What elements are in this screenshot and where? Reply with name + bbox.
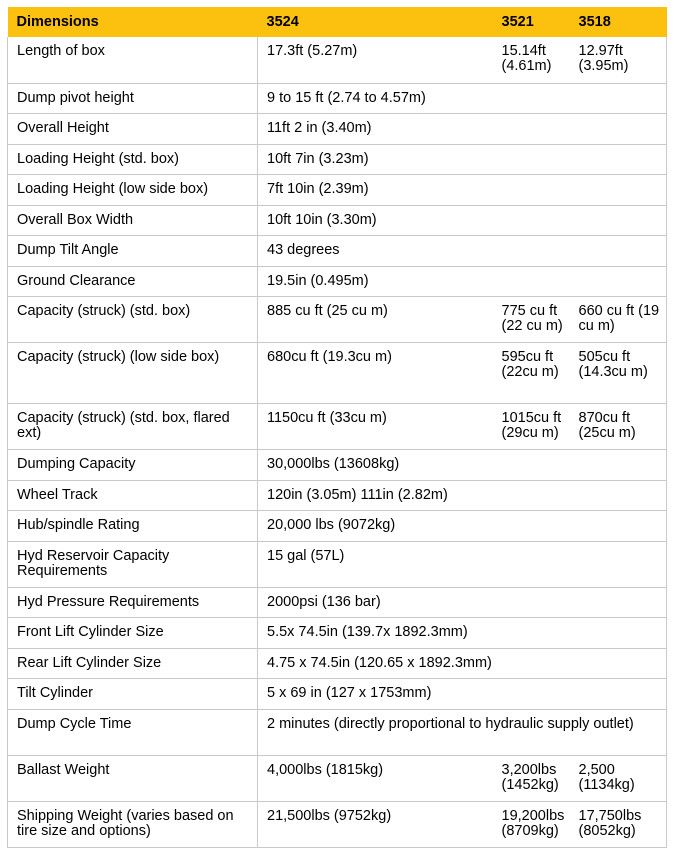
table-body bbox=[8, 37, 667, 847]
row-label: Capacity (struck) (low side box) bbox=[8, 342, 258, 403]
table-row bbox=[8, 37, 667, 83]
value-3524: 15 gal (57L) bbox=[258, 541, 667, 587]
value-3524: 17.3ft (5.27m) bbox=[258, 37, 495, 83]
value-3524: 2 minutes (directly proportional to hydraulic supply outlet) bbox=[258, 709, 667, 755]
value-3524: 4.75 x 74.5in (120.65 x 1892.3mm) bbox=[258, 648, 667, 678]
row-label: Overall Height bbox=[8, 113, 258, 144]
row-label: Rear Lift Cylinder Size bbox=[8, 648, 258, 678]
table-row bbox=[8, 709, 667, 755]
row-label: Hub/spindle Rating bbox=[8, 510, 258, 541]
value-3524: 20,000 lbs (9072kg) bbox=[258, 510, 667, 541]
row-label: Loading Height (std. box) bbox=[8, 144, 258, 174]
row-label: Ground Clearance bbox=[8, 266, 258, 296]
value-3518: 870cu ft (25cu m) bbox=[579, 403, 667, 449]
header-dimensions: Dimensions bbox=[8, 7, 258, 37]
row-label: Dump Cycle Time bbox=[8, 709, 258, 755]
value-3521: 1015cu ft (29cu m) bbox=[495, 403, 579, 449]
table-row bbox=[8, 480, 667, 510]
value-3524: 10ft 10in (3.30m) bbox=[258, 205, 667, 235]
table-row bbox=[8, 617, 667, 648]
table-row bbox=[8, 342, 667, 403]
value-3518: 12.97ft (3.95m) bbox=[579, 37, 667, 83]
dimensions-table bbox=[7, 7, 667, 848]
value-3518: 17,750lbs (8052kg) bbox=[579, 801, 667, 847]
value-3524: 4,000lbs (1815kg) bbox=[258, 755, 495, 801]
table-row bbox=[8, 541, 667, 587]
value-3524: 5.5x 74.5in (139.7x 1892.3mm) bbox=[258, 617, 667, 648]
table-row bbox=[8, 801, 667, 847]
table-row bbox=[8, 113, 667, 144]
table-row bbox=[8, 755, 667, 801]
value-3524: 11ft 2 in (3.40m) bbox=[258, 113, 667, 144]
value-3521: 19,200lbs (8709kg) bbox=[495, 801, 579, 847]
table-row bbox=[8, 296, 667, 342]
table-row bbox=[8, 235, 667, 266]
row-label: Tilt Cylinder bbox=[8, 678, 258, 709]
row-label: Hyd Reservoir Capacity Requirements bbox=[8, 541, 258, 587]
value-3521: 775 cu ft (22 cu m) bbox=[495, 296, 579, 342]
table-row bbox=[8, 266, 667, 296]
value-3521: 15.14ft (4.61m) bbox=[495, 37, 579, 83]
table-row bbox=[8, 678, 667, 709]
row-label: Dump pivot height bbox=[8, 83, 258, 113]
value-3524: 30,000lbs (13608kg) bbox=[258, 449, 667, 480]
table-row bbox=[8, 510, 667, 541]
row-label: Length of box bbox=[8, 37, 258, 83]
value-3521: 595cu ft (22cu m) bbox=[495, 342, 579, 403]
row-label: Loading Height (low side box) bbox=[8, 174, 258, 205]
value-3521: 3,200lbs (1452kg) bbox=[495, 755, 579, 801]
table-row bbox=[8, 174, 667, 205]
row-label: Capacity (struck) (std. box, flared ext) bbox=[8, 403, 258, 449]
value-3518: 2,500 (1134kg) bbox=[579, 755, 667, 801]
row-label: Hyd Pressure Requirements bbox=[8, 587, 258, 617]
value-3524: 19.5in (0.495m) bbox=[258, 266, 667, 296]
value-3524: 2000psi (136 bar) bbox=[258, 587, 667, 617]
row-label: Dumping Capacity bbox=[8, 449, 258, 480]
value-3524: 7ft 10in (2.39m) bbox=[258, 174, 667, 205]
table-row bbox=[8, 403, 667, 449]
value-3518: 660 cu ft (19 cu m) bbox=[579, 296, 667, 342]
value-3518: 505cu ft (14.3cu m) bbox=[579, 342, 667, 403]
value-3524: 680cu ft (19.3cu m) bbox=[258, 342, 495, 403]
table-row bbox=[8, 205, 667, 235]
table-row bbox=[8, 144, 667, 174]
value-3524: 120in (3.05m) 111in (2.82m) bbox=[258, 480, 667, 510]
value-3524: 885 cu ft (25 cu m) bbox=[258, 296, 495, 342]
table-header-row bbox=[8, 7, 667, 37]
row-label: Ballast Weight bbox=[8, 755, 258, 801]
table-row bbox=[8, 83, 667, 113]
table-row bbox=[8, 449, 667, 480]
value-3524: 5 x 69 in (127 x 1753mm) bbox=[258, 678, 667, 709]
value-3524: 21,500lbs (9752kg) bbox=[258, 801, 495, 847]
row-label: Dump Tilt Angle bbox=[8, 235, 258, 266]
value-3524: 10ft 7in (3.23m) bbox=[258, 144, 667, 174]
header-model-3518: 3518 bbox=[579, 7, 667, 37]
row-label: Overall Box Width bbox=[8, 205, 258, 235]
table-row bbox=[8, 587, 667, 617]
value-3524: 43 degrees bbox=[258, 235, 667, 266]
row-label: Front Lift Cylinder Size bbox=[8, 617, 258, 648]
table-row bbox=[8, 648, 667, 678]
value-3524: 1150cu ft (33cu m) bbox=[258, 403, 495, 449]
row-label: Shipping Weight (varies based on tire size and options) bbox=[8, 801, 258, 847]
header-model-3524: 3524 bbox=[258, 7, 495, 37]
value-3524: 9 to 15 ft (2.74 to 4.57m) bbox=[258, 83, 667, 113]
row-label: Capacity (struck) (std. box) bbox=[8, 296, 258, 342]
header-model-3521: 3521 bbox=[495, 7, 579, 37]
row-label: Wheel Track bbox=[8, 480, 258, 510]
